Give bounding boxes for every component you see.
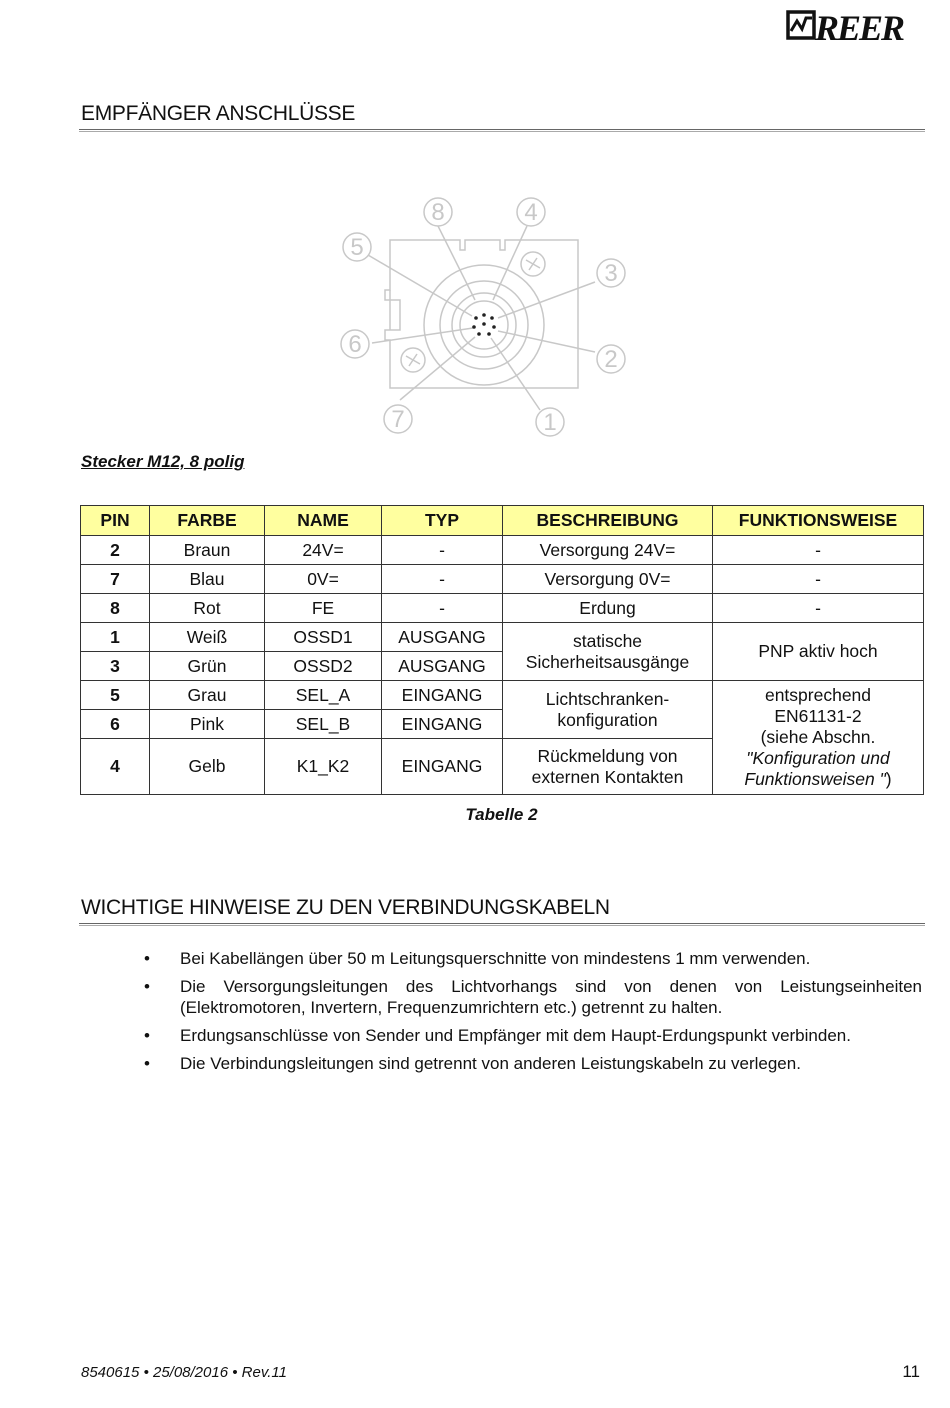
ossd-beschreibung-line1: statische: [572, 630, 643, 651]
cell-pin: 3: [81, 652, 150, 681]
bullet-icon: •: [144, 1026, 150, 1045]
cell-farbe: Grün: [150, 652, 265, 681]
cell-pin: 7: [81, 565, 150, 594]
pin-label-4: 4: [524, 199, 538, 226]
cell-name: OSSD2: [265, 652, 382, 681]
cell-beschreibung: Versorgung 0V=: [503, 565, 713, 594]
input-funktion-paren: ): [885, 769, 892, 789]
pin-label-5: 5: [350, 234, 364, 261]
cell-typ: EINGANG: [382, 681, 503, 710]
cell-farbe: Pink: [150, 710, 265, 739]
logo-text: REER: [815, 8, 904, 46]
cell-pin: 8: [81, 594, 150, 623]
connector-diagram: [330, 190, 630, 440]
table-row: [81, 623, 924, 652]
cell-name: FE: [265, 594, 382, 623]
header-farbe: FARBE: [150, 506, 265, 536]
cell-typ: -: [382, 565, 503, 594]
table-row: [81, 594, 924, 623]
section-title-empfaenger: EMPFÄNGER ANSCHLÜSSE: [81, 102, 356, 125]
cell-farbe: Braun: [150, 536, 265, 565]
reer-logo: [785, 6, 915, 46]
pin-label-3: 3: [604, 260, 618, 287]
header-typ: TYP: [382, 506, 503, 536]
cell-beschreibung: Erdung: [503, 594, 713, 623]
table-row: [81, 681, 924, 710]
cell-pin: 4: [81, 739, 150, 795]
reer-logo-graphic: [785, 6, 915, 46]
list-item: [80, 1025, 922, 1046]
table-row: [81, 536, 924, 565]
cell-ossd-funktion: PNP aktiv hoch: [713, 623, 924, 681]
bullet-icon: •: [144, 977, 150, 996]
note-text: Die Versorgungsleitungen des Lichtvorhangs sind von denen von Leistungseinheiten (Elektromotoren, Invertern, Frequenzumrichtern etc.) getrennt zu halten.: [180, 977, 922, 1017]
cell-name: SEL_A: [265, 681, 382, 710]
note-text: Erdungsanschlüsse von Sender und Empfänger mit dem Haupt-Erdungspunkt verbinden.: [180, 1026, 851, 1045]
header-beschreibung: BESCHREIBUNG: [503, 506, 713, 536]
cell-farbe: Gelb: [150, 739, 265, 795]
footer-doc-info: 8540615 • 25/08/2016 • Rev.11: [81, 1364, 287, 1381]
pin-label-6: 6: [348, 331, 362, 358]
table-caption: Tabelle 2: [465, 805, 538, 824]
note-text: Die Verbindungsleitungen sind getrennt von anderen Leistungskabeln zu verlegen.: [180, 1054, 801, 1073]
cell-pin: 6: [81, 710, 150, 739]
cell-funktion: -: [713, 565, 924, 594]
input-funktion-line3: (siehe Abschn.: [760, 727, 876, 747]
cell-typ: EINGANG: [382, 710, 503, 739]
cell-name: K1_K2: [265, 739, 382, 795]
section-title-hinweise: WICHTIGE HINWEISE ZU DEN VERBINDUNGSKABELN: [81, 896, 610, 919]
cell-farbe: Rot: [150, 594, 265, 623]
cell-pin: 2: [81, 536, 150, 565]
connector-subtitle: Stecker M12, 8 polig: [81, 452, 245, 471]
list-item: [80, 1053, 922, 1074]
cell-input-funktion: [713, 681, 924, 795]
cell-name: 24V=: [265, 536, 382, 565]
cell-name: SEL_B: [265, 710, 382, 739]
cell-farbe: Weiß: [150, 623, 265, 652]
cell-farbe: Blau: [150, 565, 265, 594]
cell-funktion: -: [713, 536, 924, 565]
header-funktionsweise: FUNKTIONSWEISE: [713, 506, 924, 536]
cell-typ: AUSGANG: [382, 623, 503, 652]
list-item: [80, 948, 922, 969]
cell-typ: AUSGANG: [382, 652, 503, 681]
input-funktion-line5-wrap: [713, 769, 923, 790]
sel-beschreibung-line1: Lichtschranken-: [545, 688, 670, 709]
header-name: NAME: [265, 506, 382, 536]
list-item: [80, 976, 922, 1018]
bullet-icon: •: [144, 949, 150, 968]
pin-label-1: 1: [543, 409, 557, 436]
cell-funktion: -: [713, 594, 924, 623]
input-funktion-line1: entsprechend: [764, 685, 872, 705]
notes-list: [80, 948, 922, 1081]
ossd-beschreibung-line2: Sicherheitsausgänge: [525, 651, 690, 672]
k-beschreibung-line2: externen Kontakten: [531, 766, 684, 787]
pin-label-2: 2: [604, 346, 618, 373]
cell-farbe: Grau: [150, 681, 265, 710]
cell-typ: -: [382, 594, 503, 623]
table-header-row: [81, 506, 924, 536]
footer-page-number: 11: [902, 1362, 920, 1381]
cell-typ: EINGANG: [382, 739, 503, 795]
cell-pin: 1: [81, 623, 150, 652]
bullet-icon: •: [144, 1054, 150, 1073]
cell-name: OSSD1: [265, 623, 382, 652]
input-funktion-line5: Funktionsweisen ": [744, 769, 886, 789]
cell-name: 0V=: [265, 565, 382, 594]
header-pin: PIN: [81, 506, 150, 536]
k-beschreibung-line1: Rückmeldung von: [537, 745, 678, 766]
cell-sel-beschreibung: [503, 681, 713, 739]
cell-k-beschreibung: [503, 739, 713, 795]
title-rule: [79, 923, 925, 926]
pin-label-8: 8: [431, 199, 445, 226]
pin-label-7: 7: [391, 406, 405, 433]
pin-table: [80, 505, 924, 795]
cell-ossd-beschreibung: [503, 623, 713, 681]
table-row: [81, 565, 924, 594]
title-rule: [79, 129, 925, 132]
connector-diagram-svg: [330, 190, 630, 440]
input-funktion-line2: EN61131-2: [774, 706, 862, 726]
note-text: Bei Kabellängen über 50 m Leitungsquerschnitte von mindestens 1 mm verwenden.: [180, 949, 811, 968]
cell-beschreibung: Versorgung 24V=: [503, 536, 713, 565]
cell-pin: 5: [81, 681, 150, 710]
cell-typ: -: [382, 536, 503, 565]
input-funktion-line4: "Konfiguration und: [746, 748, 890, 768]
sel-beschreibung-line2: konfiguration: [557, 709, 658, 730]
